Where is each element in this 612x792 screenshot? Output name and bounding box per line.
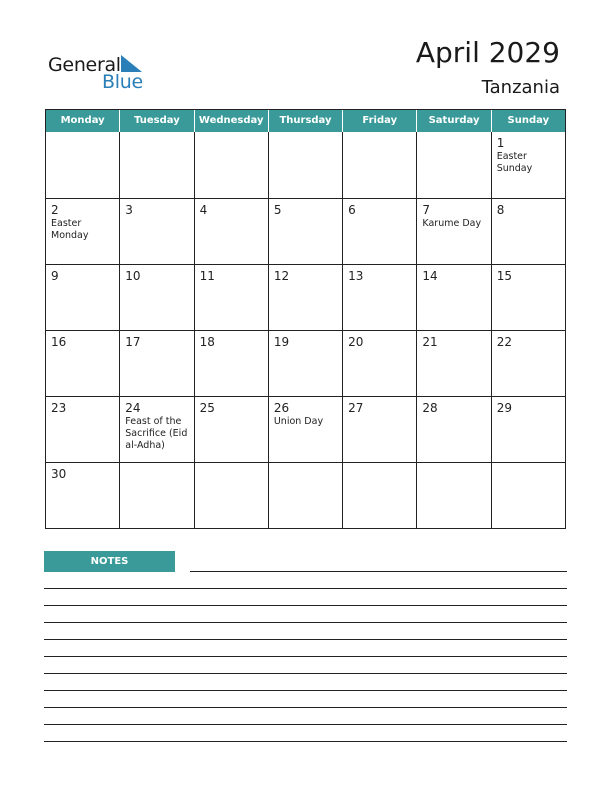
day-cell (46, 463, 120, 528)
day-number (125, 136, 188, 150)
day-number: 16 (51, 335, 67, 349)
day-cell (269, 199, 343, 264)
day-cell (417, 331, 491, 396)
day-cell (343, 132, 417, 198)
day-cell (269, 132, 343, 198)
triangle-flag-icon (121, 55, 142, 72)
calendar-grid (45, 109, 566, 529)
day-number: 1 (496, 136, 505, 150)
day-number: 5 (273, 203, 282, 217)
day-number: 22 (496, 335, 512, 349)
day-cell (417, 463, 491, 528)
notes-line (44, 741, 567, 742)
day-cell (46, 331, 120, 396)
weekday-header-sunday: Sunday (507, 115, 550, 126)
day-cell (343, 265, 417, 330)
holiday-label: Feast of the Sacrifice (Eid al-Adha) (125, 416, 188, 451)
day-number (200, 136, 263, 150)
day-number (348, 467, 411, 481)
day-cell (46, 199, 120, 264)
day-cell (417, 397, 491, 462)
day-number: 23 (51, 401, 67, 415)
notes-line (44, 656, 567, 657)
day-cell (417, 132, 491, 198)
day-cell (417, 265, 491, 330)
day-cell (492, 132, 565, 198)
day-number: 12 (273, 269, 290, 283)
day-number (51, 136, 114, 150)
day-number: 24 (125, 401, 141, 415)
weekday-header-row (46, 110, 565, 132)
day-number (422, 136, 485, 150)
notes-line (190, 571, 567, 572)
day-cell (492, 265, 565, 330)
day-number: 28 (422, 401, 438, 415)
day-number: 14 (422, 269, 438, 283)
day-number: 26 (273, 401, 290, 415)
weekday-header-thursday: Thursday (269, 110, 343, 132)
day-number: 15 (496, 269, 512, 283)
day-cell (120, 265, 194, 330)
weekday-header-tuesday: Tuesday (120, 110, 194, 132)
day-cell (195, 132, 269, 198)
day-cell (195, 265, 269, 330)
day-number: 27 (348, 401, 364, 415)
holiday-label: Easter Monday (51, 218, 89, 241)
day-number (422, 467, 485, 481)
day-cell (492, 331, 565, 396)
day-number: 11 (199, 269, 215, 283)
day-number: 30 (51, 467, 67, 481)
day-number (497, 467, 560, 481)
day-cell (343, 397, 417, 462)
day-cell (269, 463, 343, 528)
day-number: 19 (273, 335, 290, 349)
day-cell (120, 331, 194, 396)
day-number: 9 (51, 269, 59, 283)
day-cell (120, 397, 194, 462)
day-number: 7 (422, 203, 431, 217)
weekday-header-saturday: Saturday (417, 110, 491, 132)
month-year-title: April 2029 (415, 36, 560, 69)
day-number: 17 (125, 335, 141, 349)
calendar-weeks (46, 132, 565, 528)
day-cell (343, 199, 417, 264)
day-cell (269, 265, 343, 330)
day-cell (417, 199, 491, 264)
notes-line (44, 622, 567, 623)
day-cell (46, 132, 120, 198)
day-cell (120, 463, 194, 528)
day-number: 20 (348, 335, 364, 349)
weekday-header-wednesday: Wednesday (195, 110, 269, 132)
day-number (200, 467, 263, 481)
week-row (46, 132, 565, 198)
day-number: 8 (496, 203, 505, 217)
holiday-label: Union Day (273, 416, 324, 427)
day-number: 4 (199, 203, 208, 217)
day-cell (195, 463, 269, 528)
notes-line (44, 588, 567, 589)
notes-line (44, 605, 567, 606)
week-row (46, 330, 565, 396)
day-cell (120, 199, 194, 264)
day-number: 10 (125, 269, 141, 283)
notes-line (44, 639, 567, 640)
day-cell (269, 397, 343, 462)
day-number: 3 (125, 203, 133, 217)
day-number: 25 (199, 401, 215, 415)
day-cell (492, 199, 565, 264)
day-cell (195, 331, 269, 396)
day-cell (492, 397, 565, 462)
day-number (125, 467, 188, 481)
day-number: 29 (496, 401, 512, 415)
logo-text-blue: Blue (102, 71, 143, 93)
weekday-header-friday: Friday (343, 110, 417, 132)
notes-label: NOTES (44, 551, 175, 572)
day-number (274, 136, 337, 150)
day-number: 13 (348, 269, 364, 283)
day-cell (343, 331, 417, 396)
day-number: 21 (422, 335, 438, 349)
week-row (46, 264, 565, 330)
day-cell (492, 463, 565, 528)
day-cell (46, 397, 120, 462)
week-row (46, 198, 565, 264)
country-name: Tanzania (481, 77, 560, 98)
day-number (348, 136, 411, 150)
notes-line (44, 673, 567, 674)
generalblue-logo (48, 52, 158, 96)
weekday-header-monday: Monday (46, 110, 120, 132)
week-row (46, 462, 565, 528)
day-cell (343, 463, 417, 528)
logo-text-general: General (48, 54, 121, 76)
day-number: 18 (199, 335, 215, 349)
notes-line (44, 707, 567, 708)
holiday-label: Karume Day (422, 218, 482, 229)
day-cell (269, 331, 343, 396)
day-cell (46, 265, 120, 330)
holiday-label: Easter Sunday (496, 151, 533, 174)
day-cell (195, 397, 269, 462)
week-row (46, 396, 565, 462)
day-cell (120, 132, 194, 198)
notes-line (44, 690, 567, 691)
day-number: 6 (348, 203, 356, 217)
notes-line (44, 724, 567, 725)
day-number: 2 (51, 203, 59, 217)
day-cell (195, 199, 269, 264)
day-number (274, 467, 337, 481)
